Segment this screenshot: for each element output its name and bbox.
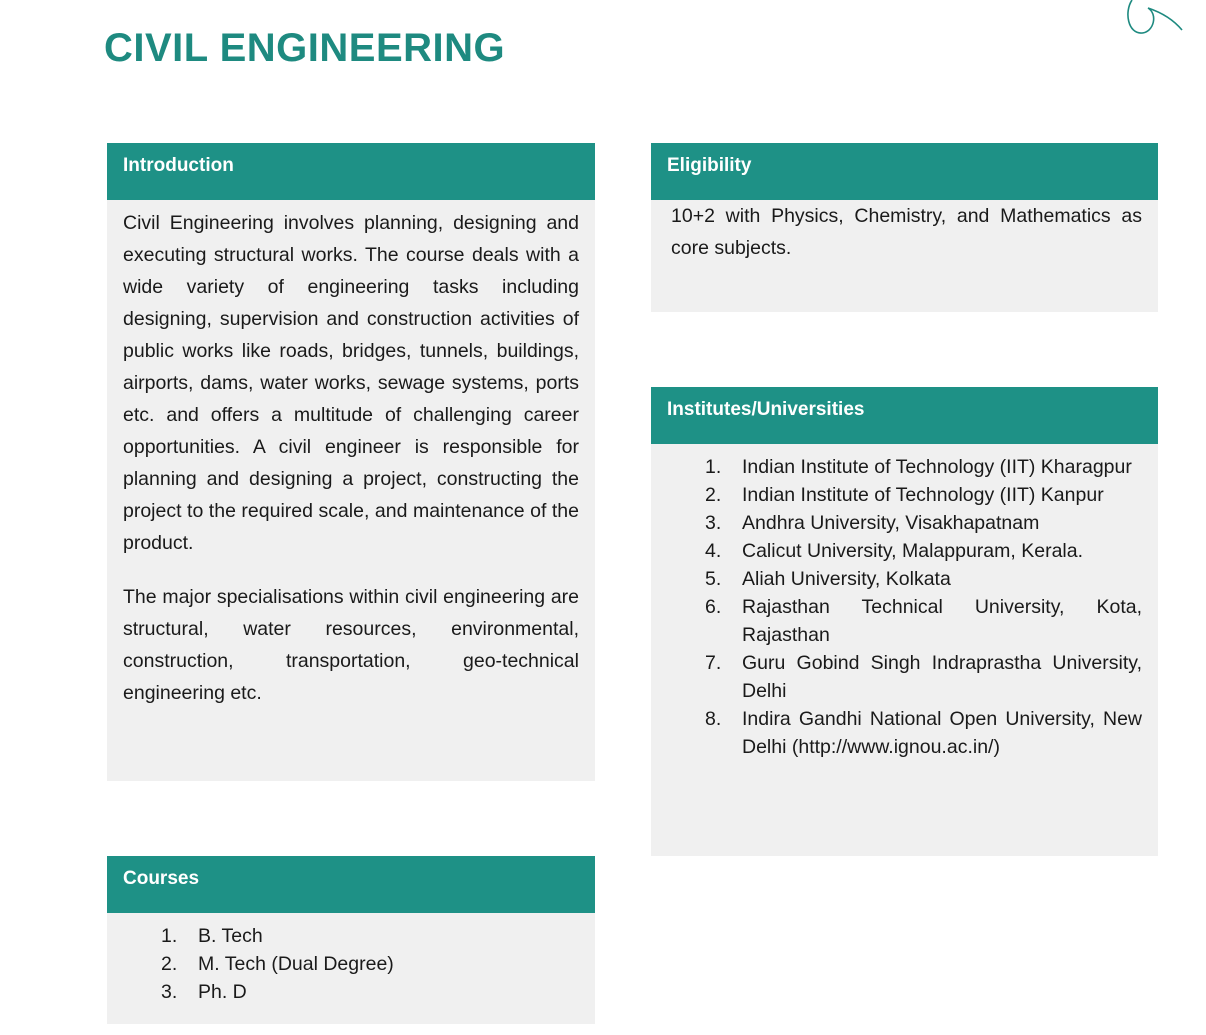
list-item: 4. Calicut University, Malappuram, Kerala. [705,540,1084,562]
courses-list [161,913,595,1006]
list-item: 2. M. Tech (Dual Degree) [161,953,394,975]
list-item: 1. Indian Institute of Technology (IIT) Kharagpur [705,456,1132,478]
introduction-paragraph-2: The major specialisations within civil engineering are structural, water resources, environmental, construction, transportation, geo-technical engineering etc. [123,586,579,704]
list-item: 5. Aliah University, Kolkata [705,568,951,590]
list-item: 3. Andhra University, Visakhapatnam [705,512,1040,534]
list-item: 7. Guru Gobind Singh Indraprastha University, Delhi [705,652,1142,702]
list-item: 2. Indian Institute of Technology (IIT) Kanpur [705,484,1104,506]
decorative-swirl-icon [1124,0,1186,40]
introduction-paragraph-1: Civil Engineering involves planning, designing and executing structural works. The course deals with a wide variety of engineering tasks including designing, supervision and construction activities of public works like roads, bridges, tunnels, buildings, airports, dams, water works, sewage systems, ports etc. and offers a multitude of challenging career opportunities. A civil engineer is responsible for planning and designing a project, constructing the project to the required scale, and maintenance of the product. [123,212,579,554]
courses-heading: Courses [107,856,595,913]
page-title: CIVIL ENGINEERING [104,26,506,70]
list-item: 3. Ph. D [161,981,247,1003]
list-item: 1. B. Tech [161,925,263,947]
institutes-list [705,444,1142,761]
list-item: 6. Rajasthan Technical University, Kota, Rajasthan [705,596,1142,646]
institutes-card [651,387,1158,856]
list-item: 8. Indira Gandhi National Open University, New Delhi (http://www.ignou.ac.in/) [705,708,1142,758]
eligibility-card [651,143,1158,312]
introduction-heading: Introduction [107,143,595,200]
institutes-heading: Institutes/Universities [651,387,1158,444]
courses-card [107,856,595,1024]
introduction-card [107,143,595,781]
eligibility-text: 10+2 with Physics, Chemistry, and Mathematics as core subjects. [671,205,1142,259]
eligibility-heading: Eligibility [651,143,1158,200]
